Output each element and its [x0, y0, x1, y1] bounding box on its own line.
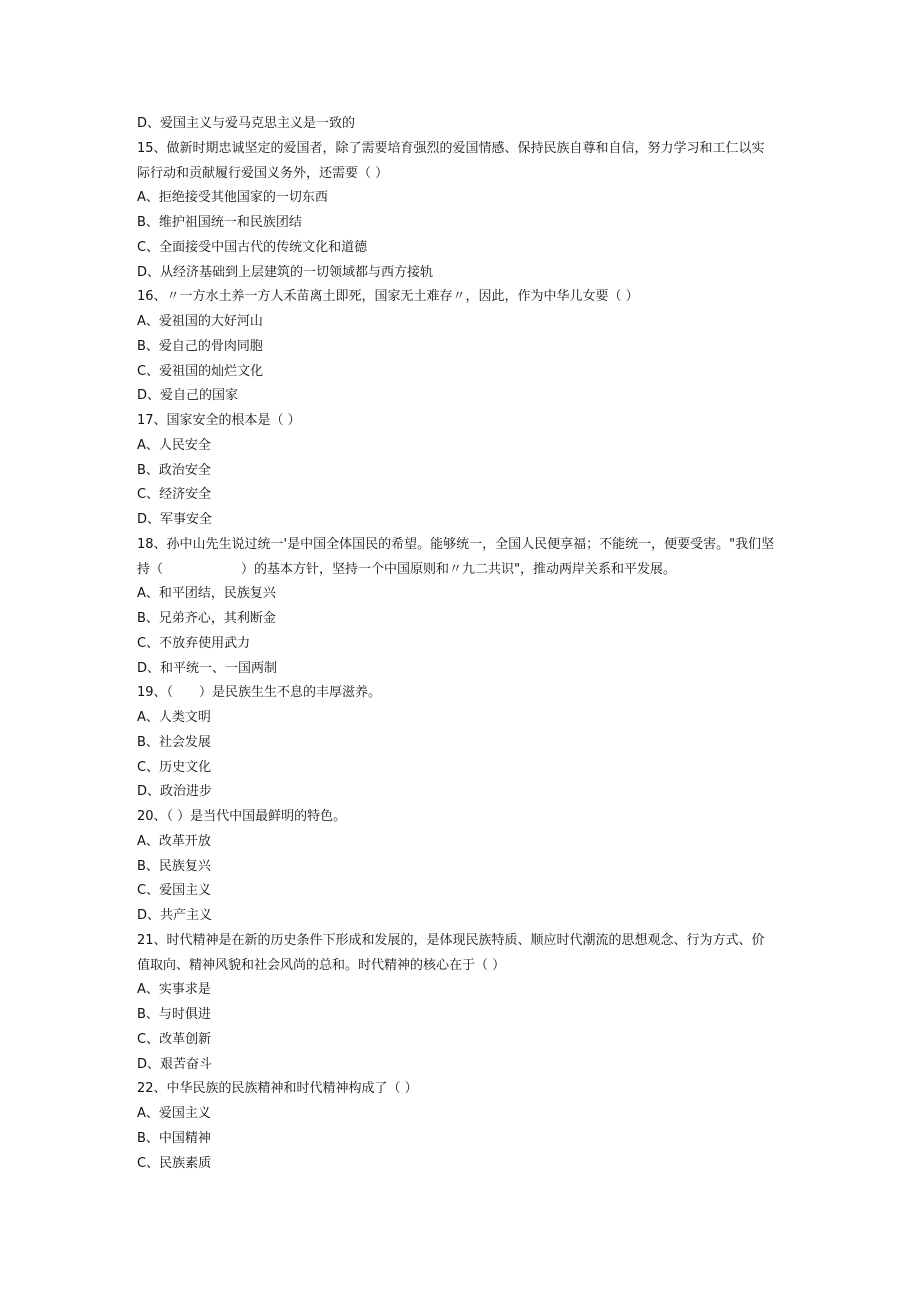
document-page	[137, 112, 787, 1176]
answer-option: B、爱自己的骨肉同胞	[137, 338, 263, 354]
answer-option: D、共产主义	[137, 908, 213, 923]
answer-option: B、民族复兴	[137, 858, 211, 874]
answer-option: D、从经济基础到上层建筑的一切领域都与西方接轨	[137, 264, 434, 280]
answer-option: B、政治安全	[137, 462, 211, 478]
answer-option: A、和平团结，民族复兴	[137, 586, 276, 602]
question-text-line: 20、（ ）是当代中国最鲜明的特色。	[137, 809, 347, 824]
answer-option: D、爱国主义与爱马克思主义是一致的	[137, 116, 356, 131]
answer-option: D、和平统一、一国两制	[137, 660, 278, 676]
answer-option: B、维护祖国统一和民族团结	[137, 215, 302, 230]
answer-option: D、军事安全	[137, 512, 213, 527]
answer-option: B、社会发展	[137, 734, 211, 750]
question-text-line: 18、孙中山先生说过统一'是中国全体国民的希望。能够统一，全国人民便享福；不能统一，便要受害。"我们坚	[137, 536, 775, 552]
answer-option: A、爱国主义	[137, 1106, 211, 1121]
question-text-line: 17、国家安全的根本是（ ）	[137, 413, 301, 428]
answer-option: D、政治进步	[137, 784, 213, 800]
document-body	[137, 112, 787, 1176]
question-text-line: 21、时代精神是在新的历史条件下形成和发展的，是体现民族特质、顺应时代潮流的思想观念、行为方式、价	[137, 932, 765, 948]
answer-option: A、实事求是	[137, 982, 211, 998]
answer-option: D、艰苦奋斗	[137, 1056, 213, 1072]
answer-option: C、经济安全	[137, 487, 212, 503]
answer-option: C、不放弃使用武力	[137, 635, 251, 651]
answer-option: B、兄弟齐心，其利断金	[137, 611, 276, 626]
answer-option: A、拒绝接受其他国家的一切东西	[137, 190, 328, 206]
question-text-line: 际行动和贡献履行爱国义务外，还需要（ ）	[137, 165, 389, 181]
answer-option: C、爱国主义	[137, 883, 212, 899]
question-text-line: 15、做新时期忠诚坚定的爱国者，除了需要培育强烈的爱国情感、保持民族自尊和自信，努力学习和工仁以实	[137, 140, 765, 156]
answer-option: D、爱自己的国家	[137, 388, 239, 404]
answer-option: A、爱祖国的大好河山	[137, 314, 263, 329]
question-text-line: 值取向、精神风貌和社会风尚的总和。时代精神的核心在于（ ）	[137, 957, 506, 973]
answer-option: B、与时俱进	[137, 1007, 211, 1022]
answer-option: A、改革开放	[137, 833, 211, 849]
answer-option: C、历史文化	[137, 759, 212, 775]
question-text-line: 19、（ ）是民族生生不息的丰厚滋养。	[137, 685, 382, 701]
answer-option: B、中国精神	[137, 1130, 211, 1146]
answer-option: C、民族素质	[137, 1155, 212, 1171]
answer-option: C、全面接受中国古代的传统文化和道德	[137, 239, 368, 255]
answer-option: C、爱祖国的灿烂文化	[137, 363, 264, 379]
question-text-line: 持（ ）的基本方针，坚持一个中国原则和〃九二共识"，推动两岸关系和平发展。	[137, 561, 676, 577]
answer-option: A、人类文明	[137, 710, 211, 725]
question-text-line: 22、中华民族的民族精神和时代精神构成了（ ）	[137, 1081, 418, 1097]
answer-option: C、改革创新	[137, 1031, 212, 1047]
question-text-line: 16、〃一方水土养一方人禾苗离土即死，国家无土难存〃，因此，作为中华儿女要（ ）	[137, 289, 639, 305]
answer-option: A、人民安全	[137, 437, 211, 453]
